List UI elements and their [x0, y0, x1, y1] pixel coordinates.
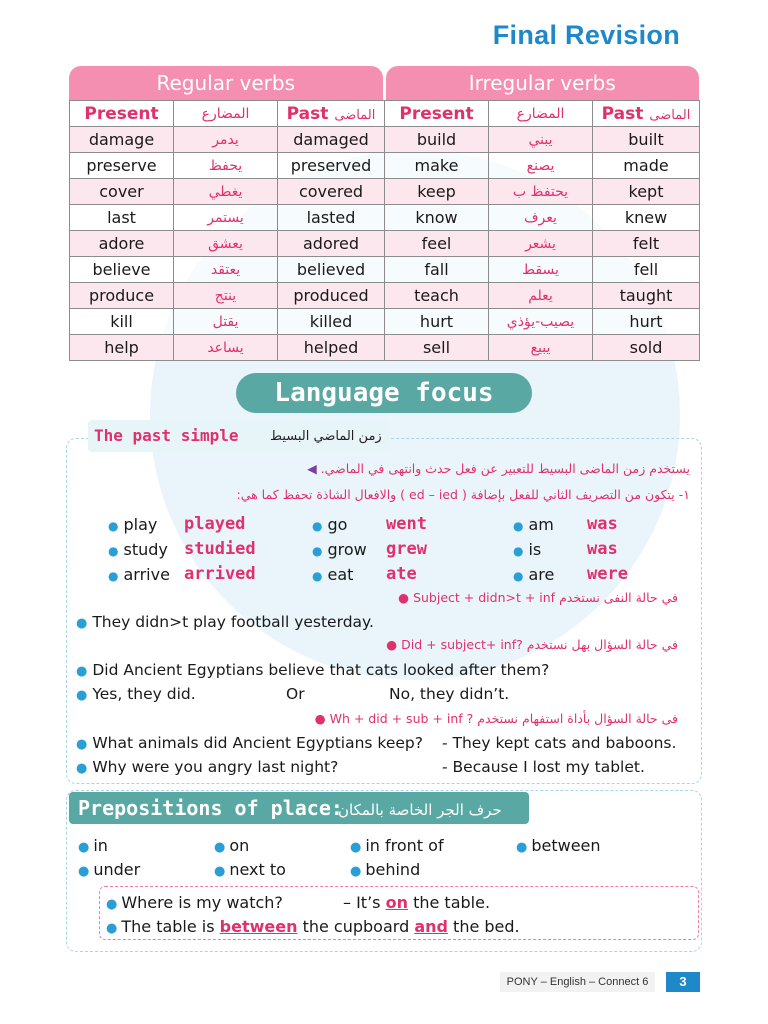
wh-rule-text: فى حالة السؤال بأداة استفهام نستخدم ? Wh + did + sub + inf — [329, 711, 678, 726]
table-cell: teach — [385, 283, 489, 309]
table-cell: يقتل — [174, 309, 278, 335]
answer-no: No, they didn’t. — [389, 685, 510, 703]
table-cell: know — [385, 205, 489, 231]
bullet-icon: ● — [76, 664, 88, 679]
table-row — [70, 309, 700, 335]
table-cell: feel — [385, 231, 489, 257]
example-1-question — [106, 893, 283, 912]
table-row — [70, 283, 700, 309]
verb-pair-past — [184, 514, 245, 534]
past-simple-heading: The past simple — [94, 426, 239, 445]
table-cell: felt — [593, 231, 700, 257]
bullet-icon: ● — [516, 840, 528, 855]
table-cell: يحتفظ ب — [489, 179, 593, 205]
example-2 — [106, 917, 520, 936]
footer-text: PONY – English – Connect 6 — [500, 972, 655, 992]
table-cell: hurt — [593, 309, 700, 335]
prepositions-title-ar: حرف الجر الخاصة بالمكان — [338, 801, 502, 819]
table-cell: fall — [385, 257, 489, 283]
table-cell: يبني — [489, 127, 593, 153]
verb-pair-past — [386, 564, 417, 584]
table-row — [70, 153, 700, 179]
bullet-icon: ● — [76, 688, 88, 703]
bullet-icon: ● — [312, 519, 323, 533]
prepositions-title: Prepositions of place: — [78, 796, 343, 820]
preposition-text: next to — [229, 860, 286, 879]
table-cell: made — [593, 153, 700, 179]
bullet-icon: ● — [312, 569, 323, 583]
table-cell: يستمر — [174, 205, 278, 231]
example-2-conjunction: and — [414, 917, 448, 936]
example-2-post: the bed. — [447, 917, 520, 936]
table-cell: fell — [593, 257, 700, 283]
verb-past-text: was — [587, 514, 618, 534]
question-rule — [386, 637, 678, 652]
present-ar-header-2 — [489, 101, 593, 127]
question-example — [76, 661, 549, 679]
verb-pair-past — [587, 539, 618, 559]
answer-yes — [76, 685, 196, 703]
table-row — [70, 335, 700, 361]
preposition-item — [78, 836, 108, 855]
bullet-icon: ● — [312, 544, 323, 558]
verb-pair-base — [312, 565, 353, 584]
verb-past-text: grew — [386, 539, 427, 559]
table-cell: believe — [70, 257, 174, 283]
verb-base-text: arrive — [123, 565, 170, 584]
verb-base-text: study — [123, 540, 168, 559]
table-cell: built — [593, 127, 700, 153]
bullet-icon: ● — [108, 519, 119, 533]
table-cell: يساعد — [174, 335, 278, 361]
wh-answer-2: - Because I lost my tablet. — [442, 758, 645, 776]
preposition-item — [350, 860, 420, 879]
bullet-icon: ● — [108, 569, 119, 583]
verb-base-text: eat — [327, 565, 354, 584]
verb-pair-base — [513, 540, 541, 559]
past-header-2-text: Past — [601, 103, 644, 124]
example-1-answer-pre: – It’s — [343, 893, 386, 912]
example-2-mid: the cupboard — [297, 917, 415, 936]
table-cell: build — [385, 127, 489, 153]
table-row — [70, 257, 700, 283]
wh-question-2 — [76, 758, 338, 776]
bullet-icon: ● — [214, 840, 226, 855]
bullet-icon: ● — [76, 737, 88, 752]
table-cell: يشعر — [489, 231, 593, 257]
verb-past-text: went — [386, 514, 427, 534]
present-header-text: Present — [84, 103, 159, 124]
table-row — [70, 179, 700, 205]
table-cell: يعلم — [489, 283, 593, 309]
bullet-icon: ● — [513, 544, 524, 558]
verb-base-text: am — [528, 515, 554, 534]
table-row — [70, 127, 700, 153]
verb-base-text: grow — [327, 540, 367, 559]
table-cell: adored — [278, 231, 385, 257]
table-cell: knew — [593, 205, 700, 231]
verb-pair-base — [513, 565, 554, 584]
table-cell: preserved — [278, 153, 385, 179]
table-cell: sell — [385, 335, 489, 361]
table-cell: sold — [593, 335, 700, 361]
rule-formation: ١- يتكون من التصريف الثاني للفعل بإضافة ( ed – ied ) والافعال الشاذة تحفظ كما هي: — [236, 487, 690, 502]
table-cell: covered — [278, 179, 385, 205]
table-cell: ينتج — [174, 283, 278, 309]
table-cell: kept — [593, 179, 700, 205]
table-cell: يعشق — [174, 231, 278, 257]
bullet-icon: ● — [78, 840, 90, 855]
verb-base-text: is — [528, 540, 542, 559]
past-header-ar-text: الماضى — [334, 107, 376, 123]
table-cell: adore — [70, 231, 174, 257]
present-ar-header — [174, 101, 278, 127]
rule-usage — [307, 461, 690, 476]
present-ar-header-2-text: المضارع — [516, 105, 565, 122]
verb-pair-past — [587, 564, 628, 584]
table-cell: lasted — [278, 205, 385, 231]
table-cell: produced — [278, 283, 385, 309]
answer-yes-text: Yes, they did. — [92, 685, 196, 703]
verb-past-text: were — [587, 564, 628, 584]
verb-pair-past — [184, 539, 256, 559]
wh-question-1-text: What animals did Ancient Egyptians keep? — [92, 734, 423, 752]
bullet-icon: ● — [108, 544, 119, 558]
wh-question-2-text: Why were you angry last night? — [92, 758, 339, 776]
table-cell: يسقط — [489, 257, 593, 283]
arrow-icon: ◀ — [307, 461, 317, 476]
table-cell: يصيب-يؤذي — [489, 309, 593, 335]
bullet-icon: ● — [106, 921, 118, 936]
table-cell: damage — [70, 127, 174, 153]
negative-rule — [398, 590, 678, 605]
preposition-item — [516, 836, 601, 855]
verb-base-text: play — [123, 515, 158, 534]
verb-pair-past — [386, 514, 427, 534]
wh-answer-1: - They kept cats and baboons. — [442, 734, 677, 752]
past-header — [278, 101, 385, 127]
table-cell: produce — [70, 283, 174, 309]
verbs-column-header-row — [70, 101, 700, 127]
table-cell: preserve — [70, 153, 174, 179]
bullet-icon: ● — [106, 897, 118, 912]
table-cell: kill — [70, 309, 174, 335]
preposition-item — [214, 836, 249, 855]
bullet-icon: ● — [76, 616, 88, 631]
past-header-text: Past — [286, 103, 329, 124]
bullet-icon: ● — [386, 637, 398, 652]
verb-past-text: was — [587, 539, 618, 559]
wh-rule — [315, 711, 678, 726]
verb-pair-base — [513, 515, 554, 534]
verb-base-text: are — [528, 565, 555, 584]
example-1-answer-post: the table. — [407, 893, 491, 912]
page-number: 3 — [666, 972, 700, 992]
example-1-question-text: Where is my watch? — [121, 893, 283, 912]
negative-example — [76, 613, 374, 631]
bullet-icon: ● — [314, 711, 326, 726]
present-header-2-text: Present — [399, 103, 474, 124]
wh-question-1 — [76, 734, 423, 752]
present-ar-header-text: المضارع — [201, 105, 250, 122]
verbs-table-headings — [69, 66, 699, 100]
example-2-preposition: between — [219, 917, 298, 936]
preposition-item — [78, 860, 140, 879]
verb-pair-base — [108, 540, 168, 559]
preposition-text: in front of — [365, 836, 444, 855]
present-header-2 — [385, 101, 489, 127]
question-example-text: Did Ancient Egyptians believe that cats looked after them? — [92, 661, 550, 679]
verb-pair-past — [184, 564, 256, 584]
preposition-text: on — [229, 836, 250, 855]
bullet-icon: ● — [76, 761, 88, 776]
bullet-icon: ● — [513, 569, 524, 583]
table-cell: keep — [385, 179, 489, 205]
bullet-icon: ● — [398, 590, 410, 605]
verb-past-text: ate — [386, 564, 417, 584]
example-1-answer — [343, 893, 490, 912]
table-cell: help — [70, 335, 174, 361]
verb-past-text: studied — [184, 539, 256, 559]
table-row — [70, 205, 700, 231]
verb-pair-base — [312, 540, 367, 559]
regular-verbs-heading: Regular verbs — [69, 66, 383, 100]
table-cell: يبيع — [489, 335, 593, 361]
preposition-text: under — [93, 860, 141, 879]
question-rule-text: في حالة السؤال بهل نستخدم ?Did + subject+ inf — [401, 637, 678, 652]
bullet-icon: ● — [350, 840, 362, 855]
table-cell: damaged — [278, 127, 385, 153]
irregular-verbs-heading: Irregular verbs — [386, 66, 700, 100]
table-cell: يحفظ — [174, 153, 278, 179]
preposition-item — [350, 836, 444, 855]
negative-rule-text: في حالة النفى نستخدم Subject + didn>t + inf — [413, 590, 678, 605]
table-cell: hurt — [385, 309, 489, 335]
page-title: Final Revision — [492, 20, 680, 50]
answer-or: Or — [286, 685, 305, 703]
table-cell: believed — [278, 257, 385, 283]
table-cell: يصنع — [489, 153, 593, 179]
table-cell: helped — [278, 335, 385, 361]
language-focus-title: Language focus — [236, 373, 532, 413]
past-simple-heading-ar: زمن الماضي البسيط — [270, 429, 382, 444]
table-cell: killed — [278, 309, 385, 335]
rule-usage-text: يستخدم زمن الماضى البسيط للتعبير عن فعل حدث وانتهى في الماضي. — [320, 461, 690, 476]
example-1-answer-preposition: on — [385, 893, 408, 912]
past-header-2 — [593, 101, 700, 127]
bullet-icon: ● — [513, 519, 524, 533]
preposition-text: behind — [365, 860, 421, 879]
table-cell: يعرف — [489, 205, 593, 231]
verb-pair-base — [108, 565, 170, 584]
negative-example-text: They didn>t play football yesterday. — [92, 613, 374, 631]
verb-base-text: go — [327, 515, 348, 534]
verbs-table-section — [69, 66, 699, 361]
verbs-table — [69, 100, 700, 361]
bullet-icon: ● — [78, 864, 90, 879]
preposition-item — [214, 860, 286, 879]
table-row — [70, 231, 700, 257]
past-header-2-ar-text: الماضى — [649, 107, 691, 123]
verb-pair-past — [386, 539, 427, 559]
bullet-icon: ● — [214, 864, 226, 879]
table-cell: last — [70, 205, 174, 231]
preposition-text: in — [93, 836, 108, 855]
bullet-icon: ● — [350, 864, 362, 879]
table-cell: make — [385, 153, 489, 179]
table-cell: cover — [70, 179, 174, 205]
present-header — [70, 101, 174, 127]
verb-pair-base — [108, 515, 157, 534]
table-cell: taught — [593, 283, 700, 309]
verb-pair-past — [587, 514, 618, 534]
example-2-pre: The table is — [121, 917, 220, 936]
table-cell: يغطي — [174, 179, 278, 205]
table-cell: يدمر — [174, 127, 278, 153]
verb-pair-base — [312, 515, 347, 534]
verb-past-text: arrived — [184, 564, 256, 584]
preposition-text: between — [531, 836, 601, 855]
table-cell: يعتقد — [174, 257, 278, 283]
verb-past-text: played — [184, 514, 246, 534]
